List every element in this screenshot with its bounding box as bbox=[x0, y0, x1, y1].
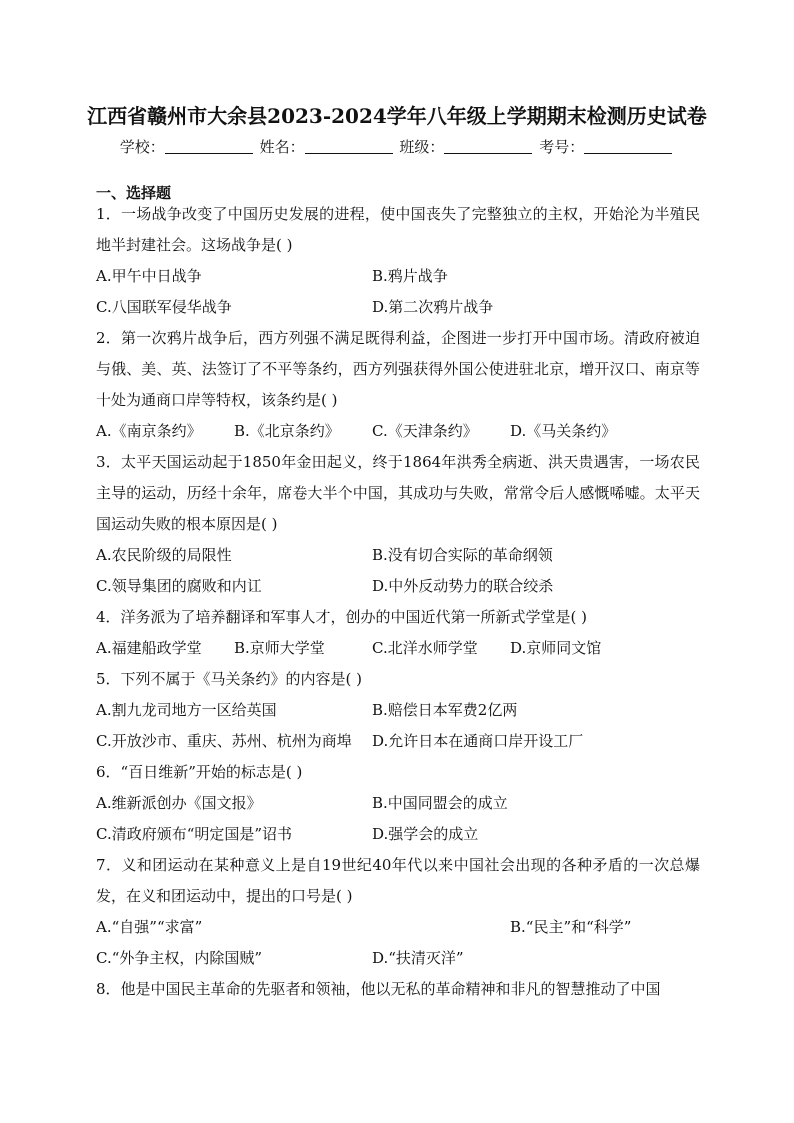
question-4-option-a: A.福建船政学堂 bbox=[96, 639, 202, 657]
school-label: 学校： bbox=[119, 138, 165, 156]
question-6-options-row-1 bbox=[96, 788, 700, 819]
question-7-option-c: C.“外争主权，内除国贼” bbox=[96, 949, 263, 967]
question-2-option-b: B.《北京条约》 bbox=[234, 422, 340, 440]
question-2-option-d: D.《马关条约》 bbox=[510, 422, 617, 440]
question-2-option-c: C.《天津条约》 bbox=[372, 422, 478, 440]
question-7-stem: 7．义和团运动在某种意义上是自19世纪40年代以来中国社会出现的各种矛盾的一次总爆发，在义和团运动中，提出的口号是( ) bbox=[96, 856, 700, 905]
question-5-option-c: C.开放沙市、重庆、苏州、杭州为商埠 bbox=[96, 732, 352, 750]
question-5-stem: 5．下列不属于《马关条约》的内容是( ) bbox=[96, 670, 363, 688]
question-3-options-row-2 bbox=[96, 571, 700, 602]
question-6-options-row-2 bbox=[96, 819, 700, 850]
question-4-option-c: C.北洋水师学堂 bbox=[372, 639, 478, 657]
question-list bbox=[96, 199, 700, 1005]
question-2-options-row bbox=[96, 416, 700, 447]
question-2-option-a: A.《南京条约》 bbox=[96, 422, 202, 440]
question-4-option-b: B.京师大学堂 bbox=[234, 639, 325, 657]
question-3-option-a: A.农民阶级的局限性 bbox=[96, 546, 232, 564]
question-1-stem: 1．一场战争改变了中国历史发展的进程，使中国丧失了完整独立的主权，开始沦为半殖民地半封建社会。这场战争是( ) bbox=[96, 205, 700, 254]
exam-number-blank bbox=[584, 139, 672, 154]
question-2-stem: 2．第一次鸦片战争后，西方列强不满足既得利益，企图进一步打开中国市场。清政府被迫与俄、美、英、法签订了不平等条约，西方列强获得外国公使进驻北京，增开汉口、南京等十处为通商口岸等特权，该条约是( ) bbox=[96, 329, 700, 409]
name-blank bbox=[305, 139, 393, 154]
section-heading: 一、选择题 bbox=[96, 184, 172, 202]
question-3-stem: 3．太平天国运动起于1850年金田起义，终于1864年洪秀全病逝、洪天贵遇害，一场农民主导的运动，历经十余年，席卷大半个中国，其成功与失败，常常令后人感慨唏嘘。太平天国运动失败的根本原因是( ) bbox=[96, 453, 700, 533]
exam-number-label: 考号： bbox=[539, 138, 585, 156]
question-1-option-c: C.八国联军侵华战争 bbox=[96, 298, 232, 316]
question-1-options-row-1 bbox=[96, 261, 700, 292]
question-6-option-a: A.维新派创办《国文报》 bbox=[96, 794, 262, 812]
question-1-option-d: D.第二次鸦片战争 bbox=[372, 298, 494, 316]
class-blank bbox=[444, 139, 532, 154]
question-5-options-row-1 bbox=[96, 695, 700, 726]
question-6-option-d: D.强学会的成立 bbox=[372, 825, 479, 843]
question-7-options-row-2 bbox=[96, 943, 700, 974]
question-4-option-d: D.京师同文馆 bbox=[510, 639, 602, 657]
question-7-option-a: A.“自强”“求富” bbox=[96, 918, 203, 936]
question-8-stem: 8．他是中国民主革命的先驱者和领袖，他以无私的革命精神和非凡的智慧推动了中国 bbox=[96, 980, 661, 998]
question-1-option-b: B.鸦片战争 bbox=[372, 267, 448, 285]
question-4-stem: 4．洋务派为了培养翻译和军事人才，创办的中国近代第一所新式学堂是( ) bbox=[96, 608, 588, 626]
question-5-option-b: B.赔偿日本军费2亿两 bbox=[372, 701, 518, 719]
question-4-options-row bbox=[96, 633, 700, 664]
page-title: 江西省赣州市大余县2023-2024学年八年级上学期期末检测历史试卷 bbox=[87, 104, 707, 128]
student-info-line bbox=[0, 136, 794, 157]
question-7-option-d: D.“扶清灭洋” bbox=[372, 949, 464, 967]
question-6-option-c: C.清政府颁布“明定国是”诏书 bbox=[96, 825, 293, 843]
school-blank bbox=[165, 139, 253, 154]
question-1-options-row-2 bbox=[96, 292, 700, 323]
question-6-stem: 6．“百日维新”开始的标志是( ) bbox=[96, 763, 303, 781]
question-3-option-c: C.领导集团的腐败和内讧 bbox=[96, 577, 262, 595]
question-3-options-row-1 bbox=[96, 540, 700, 571]
class-label: 班级： bbox=[399, 138, 445, 156]
question-5-options-row-2 bbox=[96, 726, 700, 757]
question-3-option-d: D.中外反动势力的联合绞杀 bbox=[372, 577, 554, 595]
question-1-option-a: A.甲午中日战争 bbox=[96, 267, 202, 285]
question-5-option-d: D.允许日本在通商口岸开设工厂 bbox=[372, 732, 584, 750]
name-label: 姓名： bbox=[259, 138, 305, 156]
question-5-option-a: A.割九龙司地方一区给英国 bbox=[96, 701, 277, 719]
question-7-options-row-1 bbox=[96, 912, 700, 943]
question-6-option-b: B.中国同盟会的成立 bbox=[372, 794, 508, 812]
question-3-option-b: B.没有切合实际的革命纲领 bbox=[372, 546, 553, 564]
question-7-option-b: B.“民主”和“科学” bbox=[510, 918, 632, 936]
